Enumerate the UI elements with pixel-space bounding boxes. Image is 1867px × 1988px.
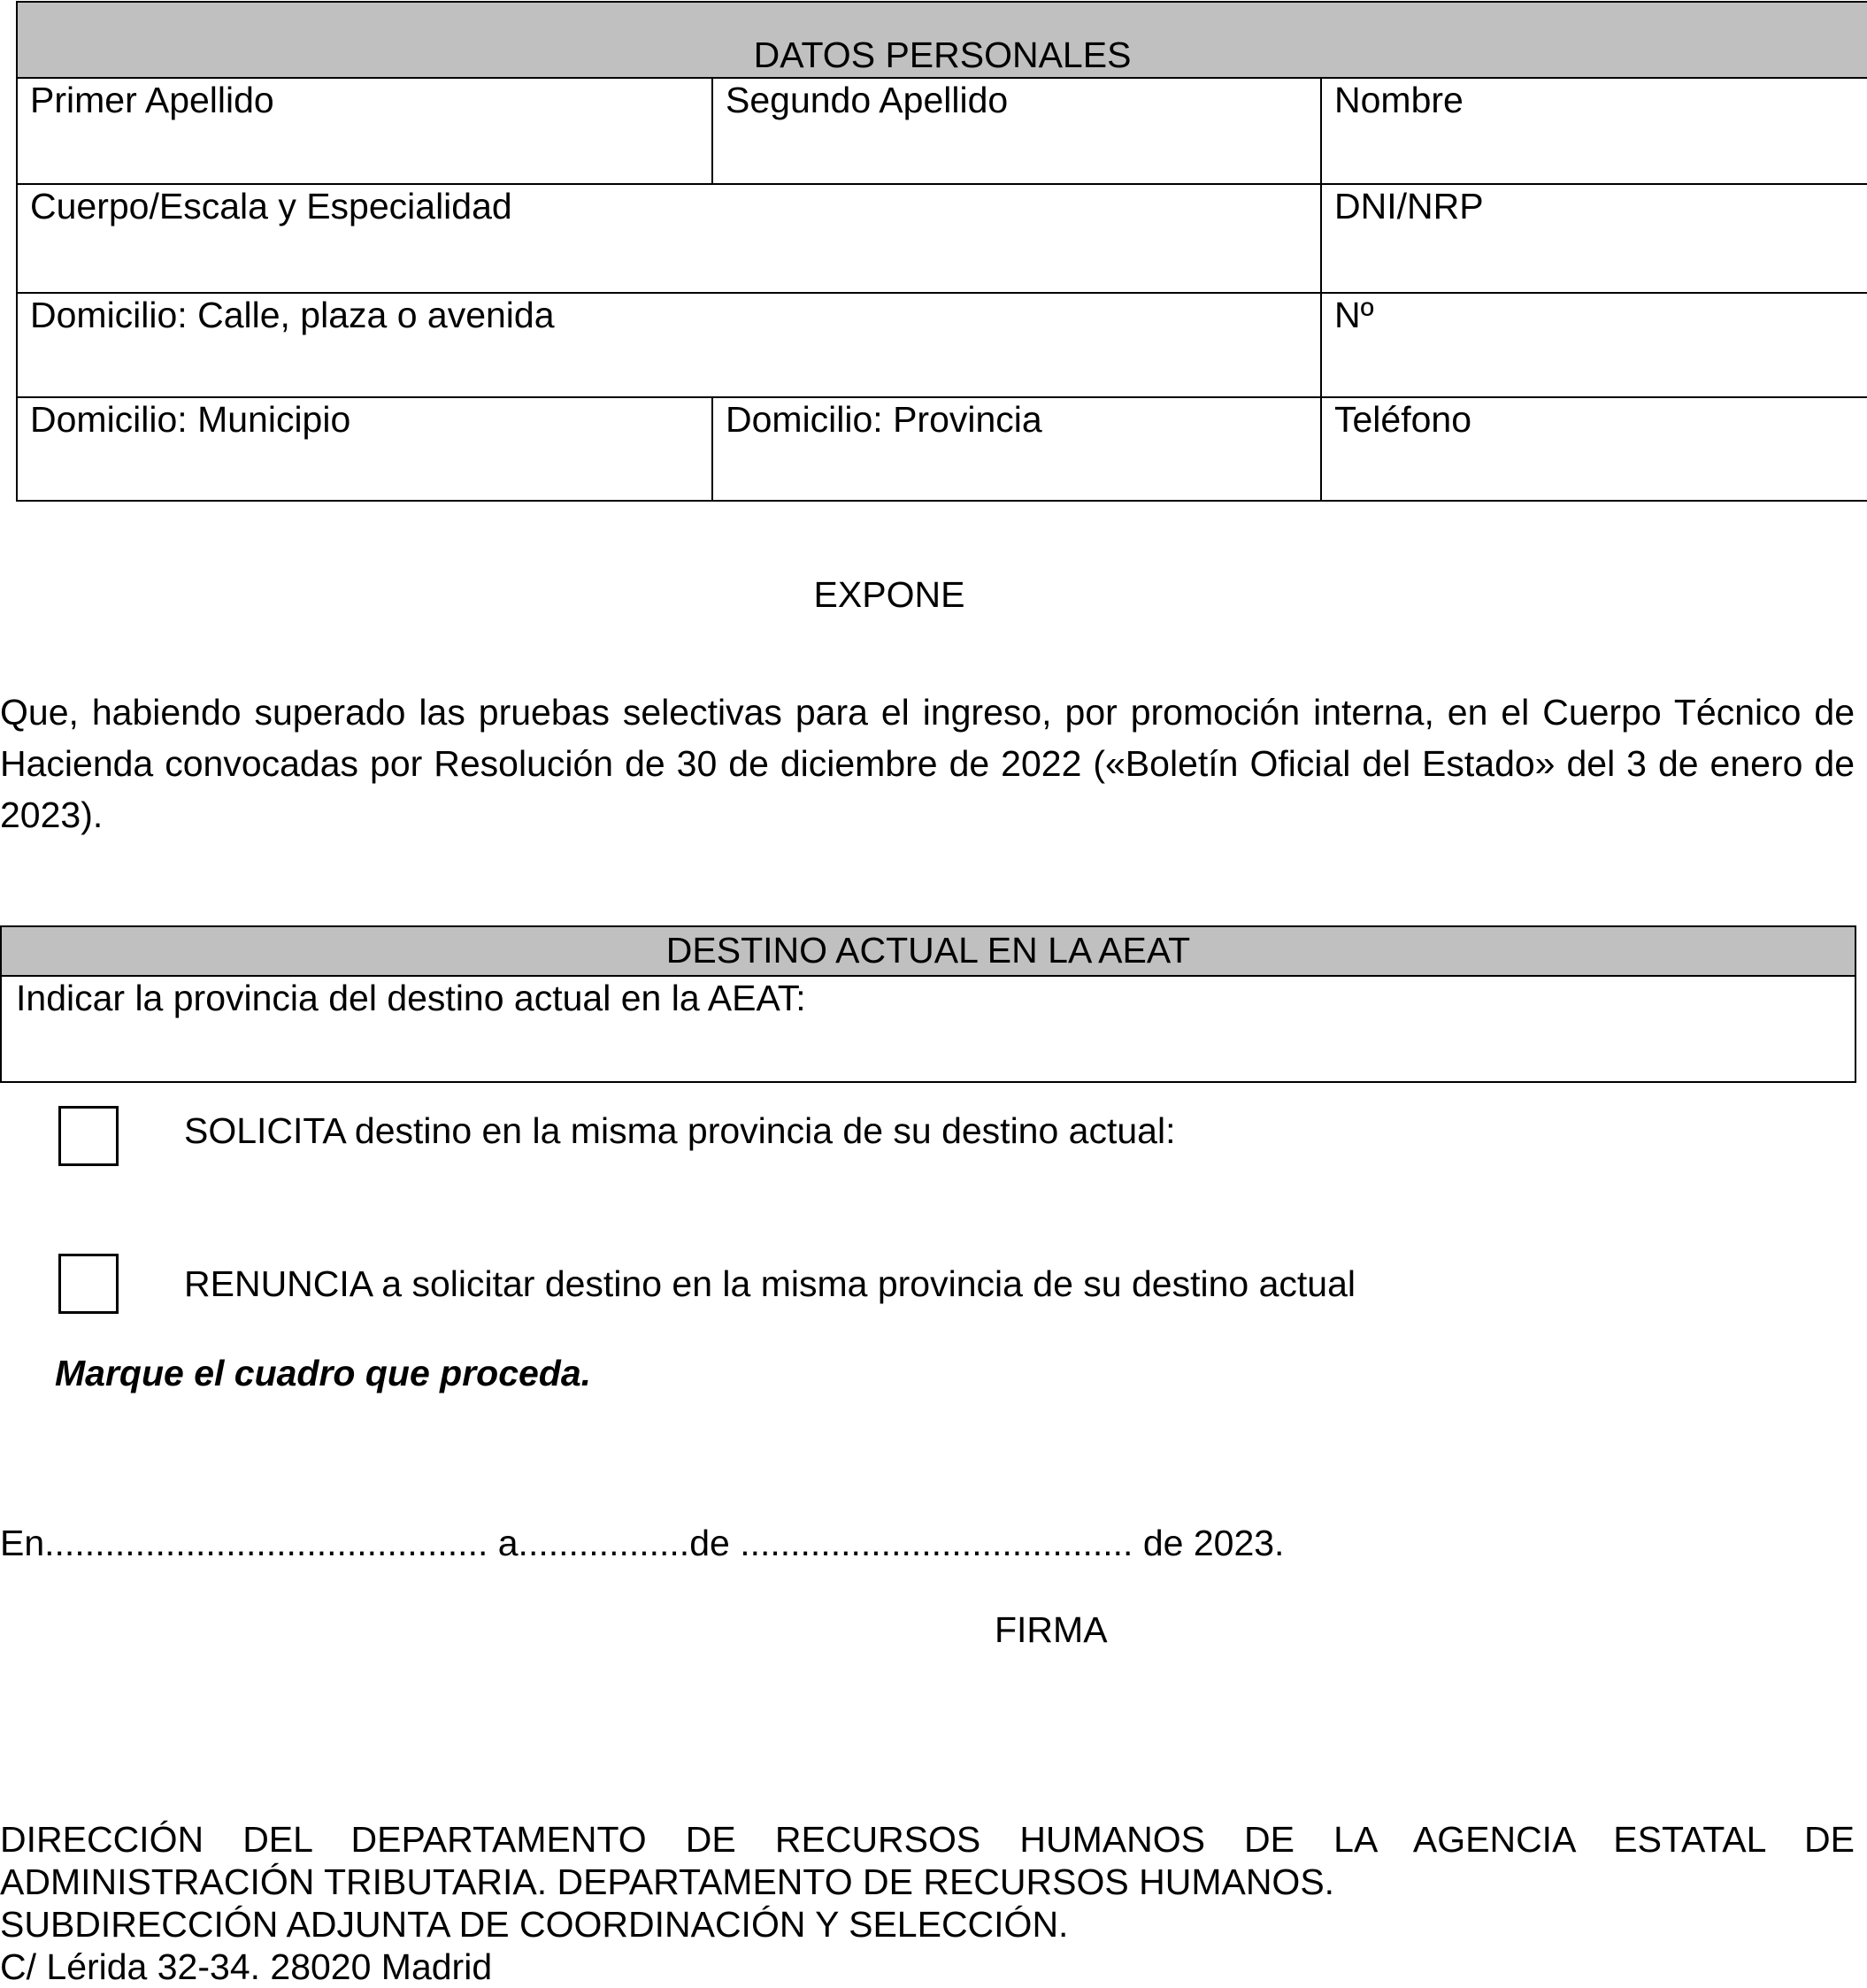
telefono-field[interactable] — [1321, 397, 1867, 501]
firma-label: FIRMA — [995, 1609, 1108, 1650]
expone-text: Que, habiendo superado las pruebas selectivas para el ingreso, por promoción interna, en el Cuerpo Técnico de Hacienda convocadas por Resolución de 30 de diciembre de 2022 («Boletín Oficial del Estado» del 3 de enero de 2023). — [0, 692, 1855, 835]
renuncia-label: RENUNCIA a solicitar destino en la misma provincia de su destino actual — [184, 1263, 1356, 1304]
footer-line-3: SUBDIRECCIÓN ADJUNTA DE COORDINACIÓN Y SELECCIÓN. — [0, 1904, 1069, 1945]
numero-label: Nº — [1334, 295, 1374, 335]
numero-field[interactable] — [1321, 293, 1867, 397]
lugar-fecha-line[interactable]: En............................................ a.................de ....................................... de 2023. — [0, 1523, 1285, 1563]
footer-line-4: C/ Lérida 32-34. 28020 Madrid — [0, 1946, 493, 1987]
primer-apellido-field[interactable] — [17, 78, 712, 184]
renuncia-checkbox[interactable] — [58, 1254, 119, 1314]
cuerpo-label: Cuerpo/Escala y Especialidad — [30, 186, 512, 226]
municipio-label: Domicilio: Municipio — [30, 399, 351, 440]
destino-provincia-field[interactable] — [1, 976, 1855, 1082]
cuerpo-field[interactable] — [17, 184, 1321, 293]
domicilio-calle-field[interactable] — [17, 293, 1321, 397]
provincia-field[interactable] — [712, 397, 1321, 501]
solicita-label: SOLICITA destino en la misma provincia de su destino actual: — [184, 1110, 1176, 1151]
destino-actual-table — [0, 925, 1856, 1083]
footer-address — [0, 1818, 1855, 1988]
expone-title: EXPONE — [813, 574, 965, 615]
nombre-field[interactable] — [1321, 78, 1867, 184]
datos-personales-table — [16, 1, 1867, 502]
destino-actual-header: DESTINO ACTUAL EN LA AEAT — [1, 926, 1855, 976]
primer-apellido-label: Primer Apellido — [30, 80, 274, 120]
footer-line-1: DIRECCIÓN DEL DEPARTAMENTO DE RECURSOS HUMANOS DE LA AGENCIA ESTATAL DE — [0, 1819, 1855, 1860]
segundo-apellido-field[interactable] — [712, 78, 1321, 184]
destino-provincia-label: Indicar la provincia del destino actual en la AEAT: — [16, 978, 806, 1018]
domicilio-calle-label: Domicilio: Calle, plaza o avenida — [30, 295, 555, 335]
solicita-checkbox[interactable] — [58, 1106, 119, 1166]
segundo-apellido-label: Segundo Apellido — [726, 80, 1009, 120]
footer-line-2: ADMINISTRACIÓN TRIBUTARIA. DEPARTAMENTO DE RECURSOS HUMANOS. — [0, 1861, 1335, 1902]
datos-personales-header: DATOS PERSONALES — [17, 2, 1867, 78]
municipio-field[interactable] — [17, 397, 712, 501]
nombre-label: Nombre — [1334, 80, 1464, 120]
provincia-label: Domicilio: Provincia — [726, 399, 1042, 440]
instruction-note: Marque el cuadro que proceda. — [55, 1353, 592, 1393]
dni-field[interactable] — [1321, 184, 1867, 293]
dni-label: DNI/NRP — [1334, 186, 1484, 226]
telefono-label: Teléfono — [1334, 399, 1472, 440]
